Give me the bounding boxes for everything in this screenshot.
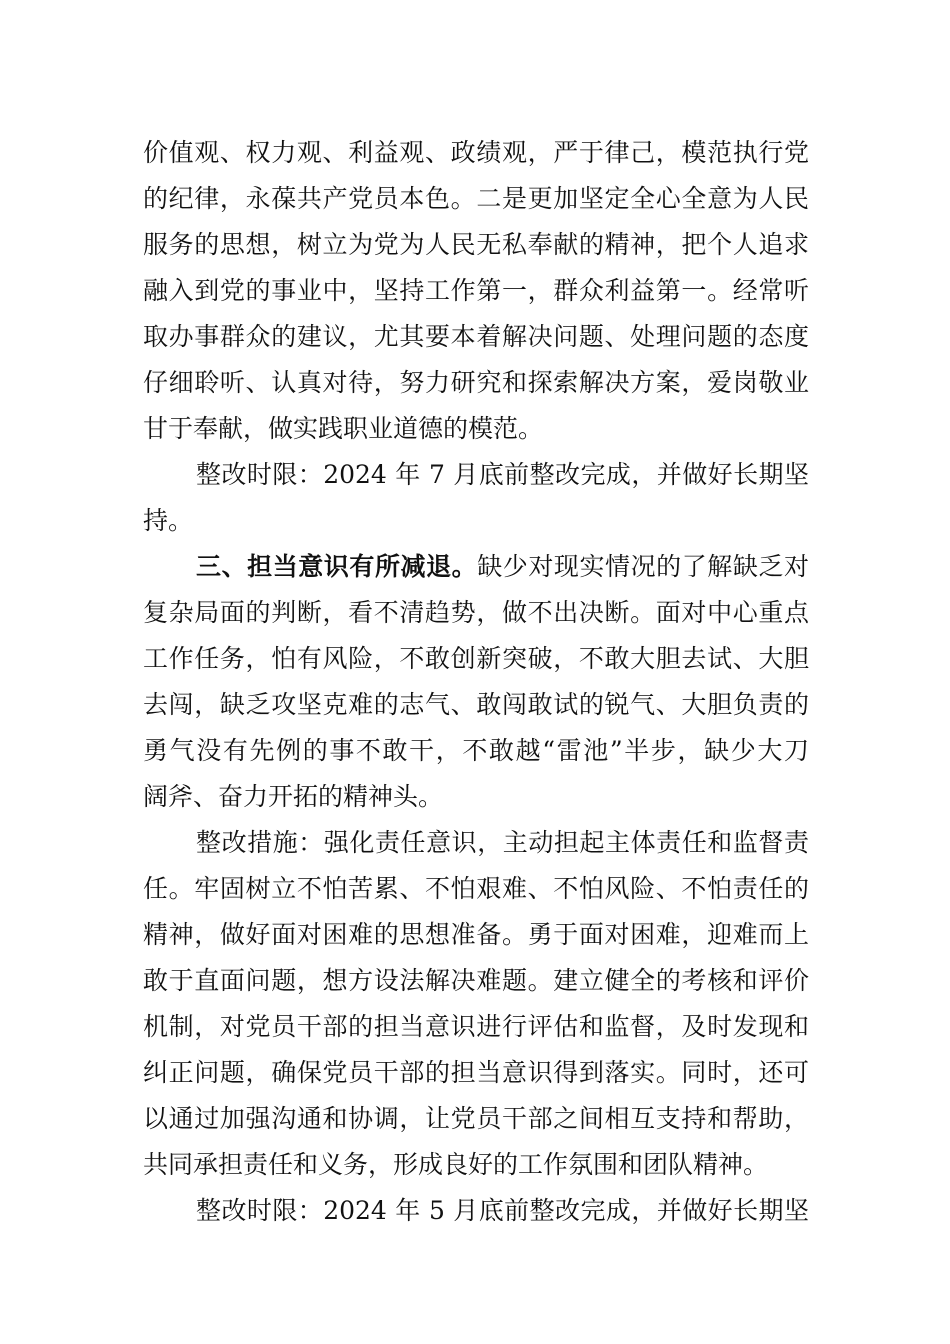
deadline-line: 整改时限：2024 年 7 月底前整改完成，并做好长期坚	[196, 460, 809, 489]
paragraph-line: 去闯，缺乏攻坚克难的志气、敢闯敢试的锐气、大胆负责的	[143, 690, 809, 719]
section-heading-line	[196, 544, 809, 590]
measures-line: 任。牢固树立不怕苦累、不怕艰难、不怕风险、不怕责任的	[143, 874, 809, 903]
paragraph-line: 价值观、权力观、利益观、政绩观，严于律己，模范执行党	[143, 138, 809, 167]
paragraph-line: 勇气没有先例的事不敢干，不敢越“雷池”半步，缺少大刀	[143, 736, 809, 765]
paragraph-line: 服务的思想，树立为党为人民无私奉献的精神，把个人追求	[143, 230, 809, 259]
section-text: 缺少对现实情况的了解缺乏对	[477, 552, 809, 581]
paragraph-line: 仔细聆听、认真对待，努力研究和探索解决方案，爱岗敬业	[143, 368, 809, 397]
deadline-line: 持。	[143, 506, 194, 535]
section-heading: 三、担当意识有所减退。	[196, 552, 478, 581]
measures-line: 机制，对党员干部的担当意识进行评估和监督，及时发现和	[143, 1012, 809, 1041]
paragraph-line: 的纪律，永葆共产党员本色。二是更加坚定全心全意为人民	[143, 184, 809, 213]
paragraph-line: 阔斧、奋力开拓的精神头。	[143, 782, 444, 811]
measures-line: 纠正问题，确保党员干部的担当意识得到落实。同时，还可	[143, 1058, 809, 1087]
deadline-line: 整改时限：2024 年 5 月底前整改完成，并做好长期坚	[196, 1196, 809, 1225]
paragraph-line: 融入到党的事业中，坚持工作第一，群众利益第一。经常听	[143, 276, 809, 305]
measures-line: 敢于直面问题，想方设法解决难题。建立健全的考核和评价	[143, 966, 809, 995]
measures-line: 以通过加强沟通和协调，让党员干部之间相互支持和帮助，	[143, 1104, 809, 1133]
paragraph-line: 甘于奉献，做实践职业道德的模范。	[143, 414, 544, 443]
measures-line: 共同承担责任和义务，形成良好的工作氛围和团队精神。	[143, 1150, 769, 1179]
measures-line: 精神，做好面对困难的思想准备。勇于面对困难，迎难而上	[143, 920, 809, 949]
paragraph-line: 工作任务，怕有风险，不敢创新突破，不敢大胆去试、大胆	[143, 644, 809, 673]
paragraph-line: 取办事群众的建议，尤其要本着解决问题、处理问题的态度	[143, 322, 809, 351]
measures-line: 整改措施：强化责任意识，主动担起主体责任和监督责	[196, 828, 809, 857]
paragraph-line: 复杂局面的判断，看不清趋势，做不出决断。面对中心重点	[143, 598, 809, 627]
